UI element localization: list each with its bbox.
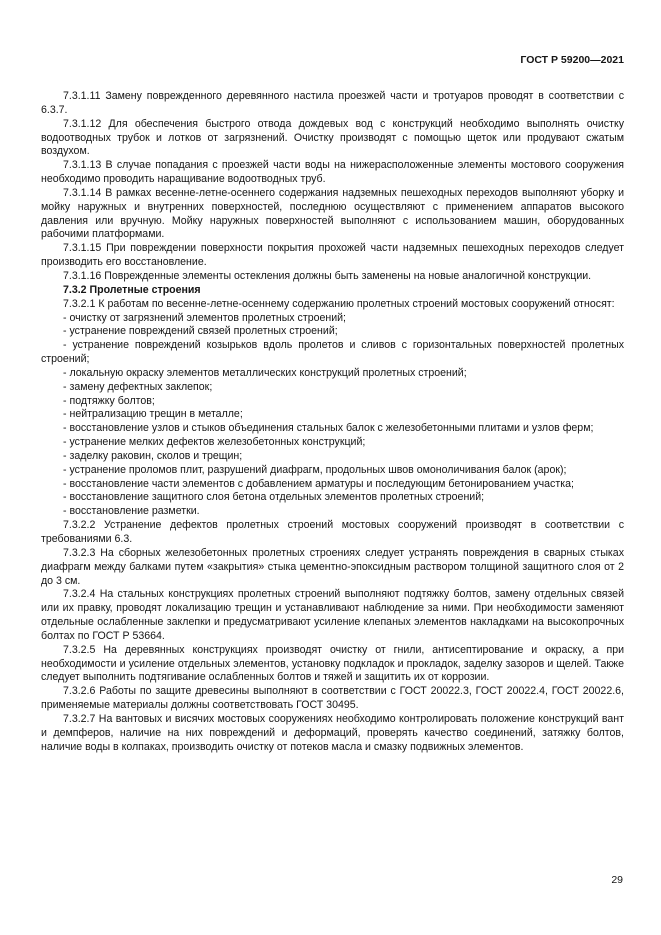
paragraph: 7.3.2.1 К работам по весенне-летне-осеннему содержанию пролетных строений мостовых сооружений относят: [63, 297, 615, 310]
list-item: - замену дефектных заклепок; [63, 380, 213, 393]
page-number: 29 [611, 874, 623, 886]
paragraph: 7.3.2.4 На стальных конструкциях пролетных строений выполняют подтяжку болтов, замену отдельных связей или их правку, проводят локализацию трещин и устанавливают наблюдение за ними. При необходимости заменяют отдельные ослабленные заклепки и предусматривают усиление клепаных элементов накладками на высокопрочных болтах по ГОСТ Р 53664. [41, 588, 624, 642]
list-item: - очистку от загрязнений элементов пролетных строений; [63, 311, 346, 324]
paragraph: 7.3.1.11 Замену поврежденного деревянного настила проезжей части и тротуаров проводят в соответствии с 6.3.7. [41, 90, 624, 116]
list-item: - восстановление узлов и стыков объединения стальных балок с железобетонными плитами и узлов ферм; [63, 422, 594, 435]
list-item: - устранение проломов плит, разрушений диафрагм, продольных швов омоноличивания балок (арок); [63, 463, 567, 476]
paragraph: 7.3.1.16 Поврежденные элементы остекления должны быть заменены на новые аналогичной конструкции. [63, 269, 592, 282]
list-item: - восстановление разметки. [63, 505, 200, 518]
paragraph: 7.3.2.6 Работы по защите древесины выполняют в соответствии с ГОСТ 20022.3, ГОСТ 20022.4, ГОСТ 20022.6, применяемые материалы должны соответствовать ГОСТ 30495. [41, 685, 624, 712]
paragraph: 7.3.2.5 На деревянных конструкциях производят очистку от гнили, антисептирование и окраску, а при необходимости и усиление отдельных элементов, установку подкладок и прокладок, заделку зазоров и щелей. Также следует выполнить подтягивание ослабленных болтов и тяжей и защитить их от коррозии. [41, 643, 624, 684]
list-item: - устранение мелких дефектов железобетонных конструкций; [63, 436, 366, 449]
paragraph: 7.3.2.2 Устранение дефектов пролетных строений мостовых сооружений производят в соответствии с требованиями 6.3. [41, 519, 624, 545]
list-item: - локальную окраску элементов металлических конструкций пролетных строений; [63, 366, 467, 379]
list-item: - восстановление части элементов с добавлением арматуры и последующим бетонированием участка; [63, 477, 574, 490]
list-item: - устранение повреждений козырьков вдоль пролетов и сливов с горизонтальных поверхностей пролетных строений; [41, 339, 624, 366]
list-item: - подтяжку болтов; [63, 394, 155, 407]
paragraph: 7.3.1.13 В случае попадания с проезжей части воды на нижерасположенные элементы мостового сооружения необходимо проводить наращивание водоотводных труб. [41, 159, 624, 186]
section-heading: 7.3.2 Пролетные строения [63, 283, 201, 296]
paragraph: 7.3.1.14 В рамках весенне-летне-осеннего содержания надземных пешеходных переходов выполняют уборку и мойку наружных и внутренних поверхностей, последнюю осуществляют с применением аппаратов высокого давления или вручную. Мойку наружных поверхностей выполняют с использованием машин, оборудованных рабочими платформами. [41, 186, 624, 241]
document-body [41, 90, 624, 755]
paragraph: 7.3.2.7 На вантовых и висячих мостовых сооружениях необходимо контролировать положение конструкций вант и демпферов, наличие на них повреждений и деформаций, проверять качество соединений, затяжку болтов, наличие воды в колпаках, производить очистку от потеков масла и смазку подвижных элементов. [41, 712, 624, 753]
paragraph: 7.3.2.3 На сборных железобетонных пролетных строениях следует устранять повреждения в сварных стыках диафрагм между балками путем «закрытия» стыка цементно-эпоксидным раствором толщиной защитного слоя от 2 до 3 см. [41, 546, 624, 587]
document-header: ГОСТ Р 59200—2021 [520, 54, 624, 66]
list-item: - заделку раковин, сколов и трещин; [63, 449, 243, 462]
paragraph: 7.3.1.12 Для обеспечения быстрого отвода дождевых вод с конструкций необходимо выполнять очистку водоотводных трубок и лотков от загрязнений. Очистку производят с помощью щеток или продувают сжатым воздухом. [41, 117, 624, 158]
list-item: - восстановление защитного слоя бетона отдельных элементов пролетных строений; [63, 491, 485, 504]
list-item: - нейтрализацию трещин в металле; [63, 408, 243, 421]
paragraph: 7.3.1.15 При повреждении поверхности покрытия прохожей части надземных пешеходных переходов следует производить его восстановление. [41, 242, 624, 269]
list-item: - устранение повреждений связей пролетных строений; [63, 325, 338, 338]
